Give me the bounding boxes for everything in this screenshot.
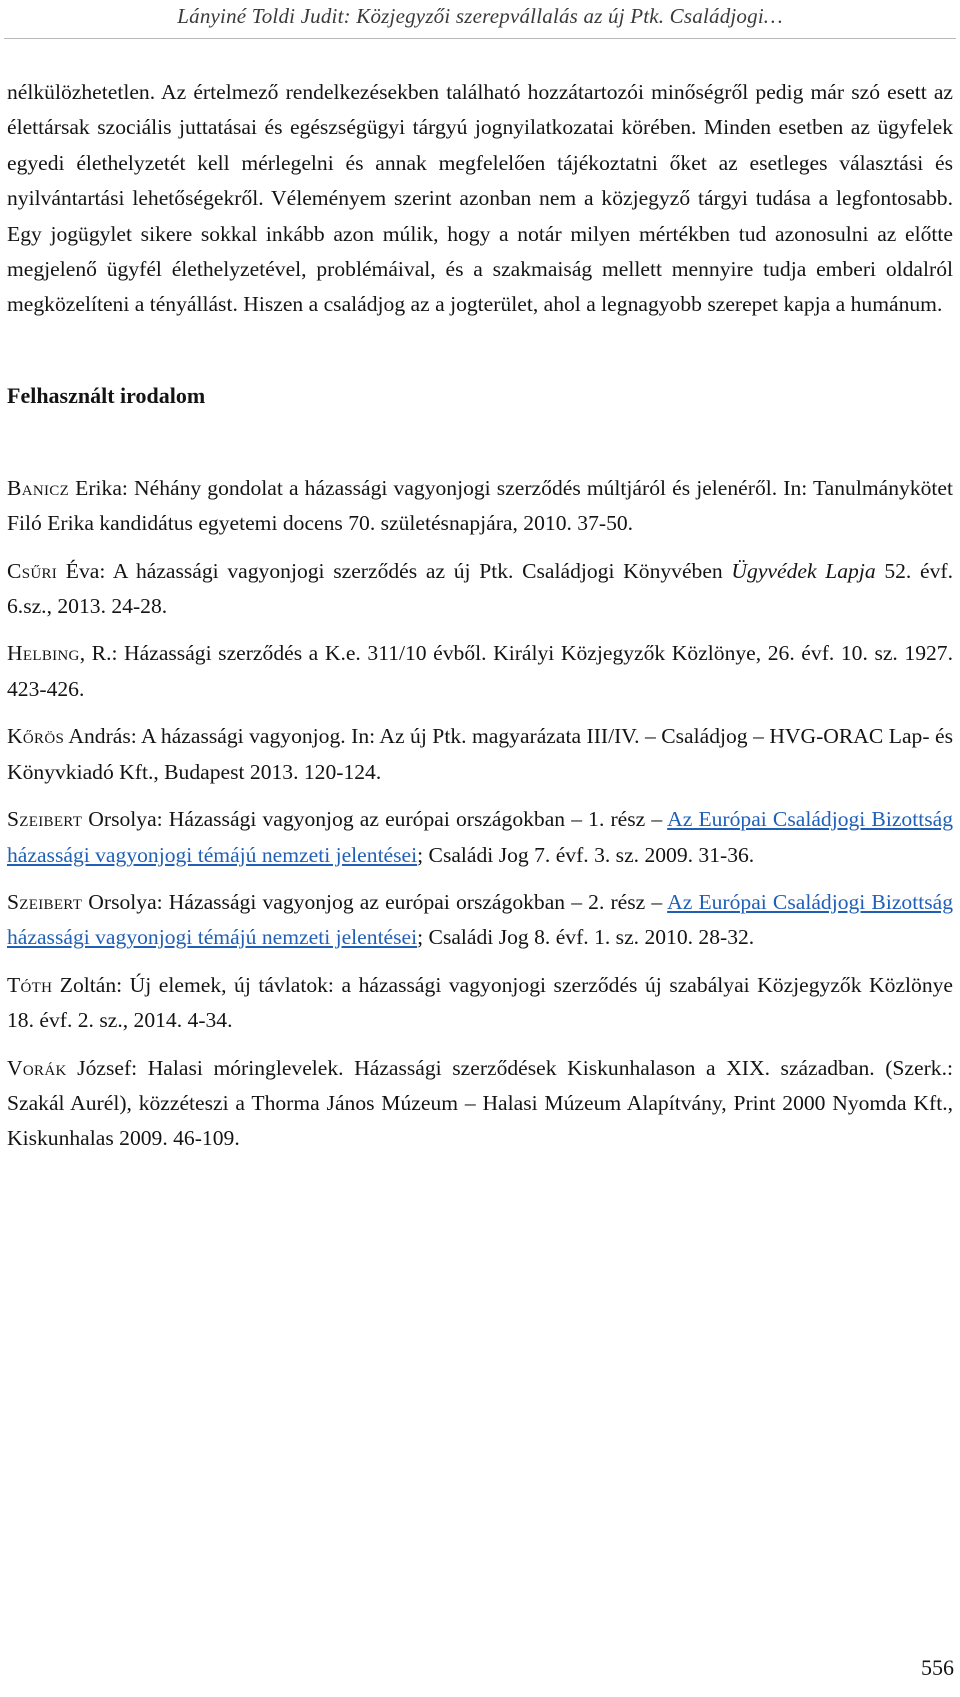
reference-item: [7, 471, 953, 542]
reference-author: Vorák: [7, 1055, 67, 1080]
reference-link[interactable]: Az Európai Családjogi Bizottság házassági vagyonjogi témájú nemzeti jelentései: [7, 889, 953, 950]
reference-author: Banicz: [7, 475, 70, 500]
reference-author: Szeibert: [7, 807, 83, 832]
reference-item: [7, 802, 953, 873]
reference-text: Éva: A házassági vagyonjogi szerződés az új Ptk. Családjogi Könyvében: [57, 558, 732, 583]
reference-item: [7, 885, 953, 956]
reference-link[interactable]: Az Európai Családjogi Bizottság házassági vagyonjogi témájú nemzeti jelentései: [7, 807, 953, 867]
page-content: [7, 75, 953, 1169]
reference-text: András: A házassági vagyonjog. In: Az új Ptk. magyarázata III/IV. – Családjog – HVG-ORAC Lap- és Könyvkiadó Kft., Budapest 2013. 120-124.: [7, 724, 953, 784]
reference-author: Kőrös: [7, 724, 65, 749]
reference-item: [7, 968, 953, 1039]
reference-list: [7, 471, 953, 1157]
body-paragraph: nélkülözhetetlen. Az értelmező rendelkezésekben található hozzátartozói minőségről pedig már szó esett az élettársak szociális juttatásai és egészségügyi tárgyú jognyilatkozatai körében. Minden esetben az ügyfelek egyedi élethelyzetét kell mérlegelni és annak megfelelően tájékoztatni őket az esetleges választási és nyilvántartási lehetőségekről. Véleményem szerint azonban nem a közjegyző tárgyi tudása a legfontosabb. Egy jogügylet sikere sokkal inkább azon múlik, hogy a notár milyen mértékben tud azonosulni az előtte megjelenő ügyfél élethelyzetével, problémáival, és a szakmaiság mellett mennyire tudja emberi oldalról megközelíteni a tényállást. Hiszen a családjog az a jogterület, ahol a legnagyobb szerepet kapja a humánum.: [7, 80, 953, 317]
reference-text: Orsolya: Házassági vagyonjog az európai országokban – 1. rész –: [82, 807, 668, 832]
reference-text: József: Halasi móringlevelek. Házassági szerződések Kiskunhalason a XIX. században. (Szerk.: Szakál Aurél), közzéteszi a Thorma János Múzeum – Halasi Múzeum Alapítvány, Print 2000 Nyomda Kft., Kiskunhalas 2009. 46-109.: [7, 1055, 953, 1151]
reference-text: , R.: Házassági szerződés a K.e. 311/10 évből. Királyi Közjegyzők Közlönye, 26. évf. 10. sz. 1927. 423-426.: [7, 641, 953, 701]
reference-text-end: ; Családi Jog 8. évf. 1. sz. 2010. 28-32.: [417, 925, 755, 950]
reference-text: Zoltán: Új elemek, új távlatok: a házassági vagyonjogi szerződés új szabályai Közjegyzők Közlönye 18. évf. 2. sz., 2014. 4-34.: [7, 972, 953, 1033]
reference-item: [7, 636, 953, 707]
reference-text: Orsolya: Házassági vagyonjog az európai országokban – 2. rész –: [82, 889, 668, 914]
bibliography-heading: Felhasznált irodalom: [7, 382, 206, 408]
reference-author: Tóth: [7, 972, 53, 997]
reference-item: [7, 554, 953, 625]
reference-item: [7, 1051, 953, 1157]
reference-text-end: 52. évf. 6.sz., 2013. 24-28.: [7, 558, 953, 619]
reference-text: Erika: Néhány gondolat a házassági vagyonjogi szerződés múltjáról és jelenéről. In: Tanulmánykötet Filó Erika kandidátus egyetemi docens 70. születésnapjára, 2010. 37-50.: [7, 475, 953, 536]
page-number: 556: [921, 1655, 954, 1680]
header-divider: [4, 38, 956, 39]
reference-author: Helbing: [7, 641, 80, 666]
reference-author: Szeibert: [7, 889, 83, 914]
running-title: Lányiné Toldi Judit: Közjegyzői szerepvállalás az új Ptk. Családjogi…: [177, 4, 783, 28]
reference-text-end: ; Családi Jog 7. évf. 3. sz. 2009. 31-36.: [417, 842, 755, 867]
reference-item: [7, 719, 953, 790]
reference-journal: Ügyvédek Lapja: [731, 558, 876, 583]
reference-author: Csűri: [7, 558, 58, 583]
